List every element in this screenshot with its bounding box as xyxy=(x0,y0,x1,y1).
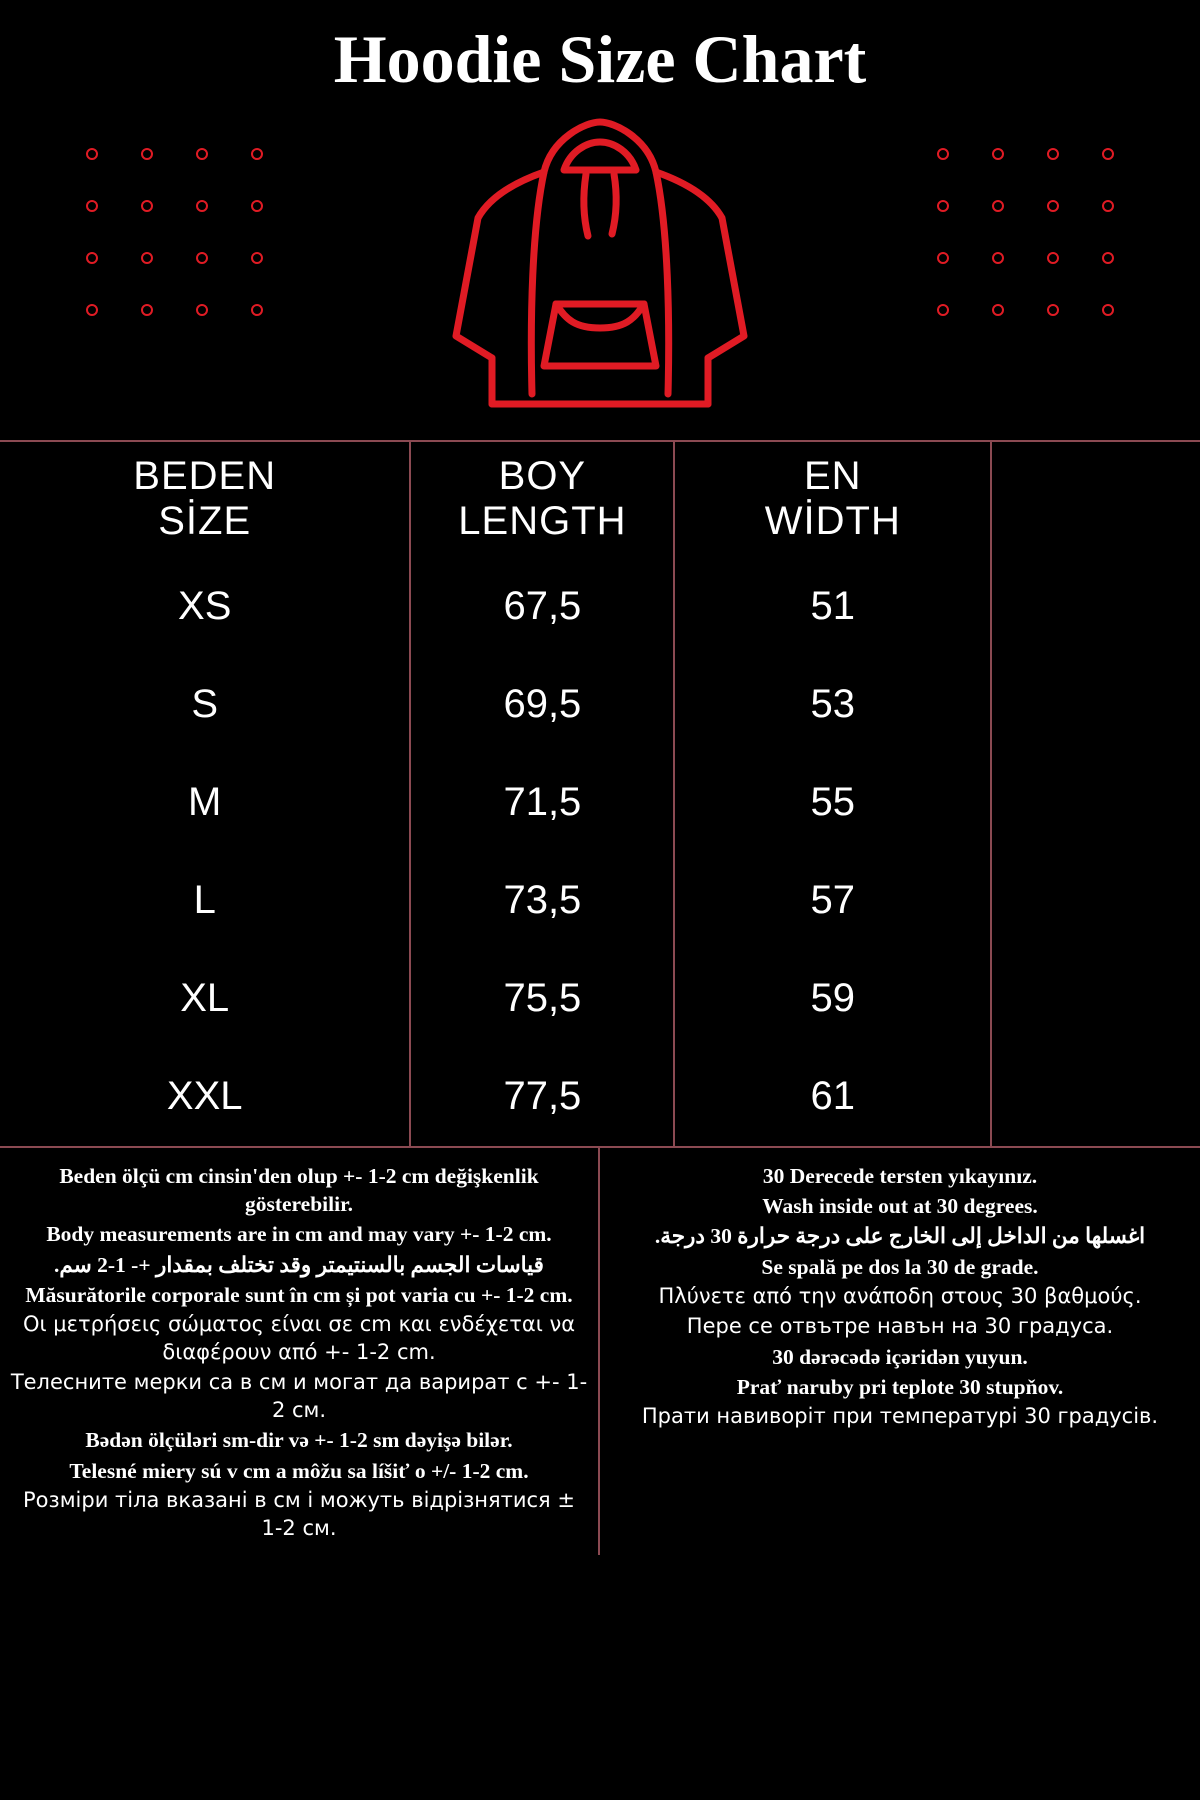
table-header-row xyxy=(0,442,1200,558)
dot-icon xyxy=(251,304,263,316)
cell-width: 53 xyxy=(674,656,991,754)
washing-note-sk: Prať naruby pri teplote 30 stupňov. xyxy=(736,1374,1064,1399)
cell-length: 77,5 xyxy=(410,1048,674,1146)
washing-note-az: 30 dərəcədə içəridən yuyun. xyxy=(772,1344,1028,1369)
cell-size: XS xyxy=(0,558,410,656)
dot-icon xyxy=(251,148,263,160)
dot-icon xyxy=(992,200,1004,212)
cell-length: 75,5 xyxy=(410,950,674,1048)
measurement-note-bg: Телесните мерки са в см и могат да варират с +- 1-2 см. xyxy=(10,1369,588,1422)
notes-section xyxy=(0,1148,1200,1555)
cell-extra xyxy=(991,754,1200,852)
size-table xyxy=(0,442,1200,1146)
cell-size: S xyxy=(0,656,410,754)
cell-extra xyxy=(991,558,1200,656)
dot-icon xyxy=(1102,148,1114,160)
decorative-dot-grid-right xyxy=(937,148,1114,316)
table-row xyxy=(0,656,1200,754)
dot-icon xyxy=(992,304,1004,316)
dot-icon xyxy=(141,200,153,212)
table-row xyxy=(0,754,1200,852)
cell-width: 57 xyxy=(674,852,991,950)
dot-icon xyxy=(937,148,949,160)
dot-icon xyxy=(1047,252,1059,264)
washing-note-uk: Прати навиворіт при температурі 30 градусів. xyxy=(641,1404,1159,1429)
measurement-note-ro: Măsurătorile corporale sunt în cm și pot varia cu +- 1-2 cm. xyxy=(25,1283,573,1308)
header xyxy=(0,0,1200,440)
decorative-dot-grid-left xyxy=(86,148,263,316)
measurement-note-az: Bədən ölçüləri sm-dir və +- 1-2 sm dəyişə bilər. xyxy=(85,1428,513,1453)
cell-size: L xyxy=(0,852,410,950)
column-header-length-line2: LENGTH xyxy=(458,498,627,543)
dot-icon xyxy=(141,304,153,316)
dot-icon xyxy=(1102,304,1114,316)
dot-icon xyxy=(141,148,153,160)
washing-note-en: Wash inside out at 30 degrees. xyxy=(762,1193,1038,1218)
washing-notes xyxy=(600,1148,1200,1555)
dot-icon xyxy=(86,148,98,160)
dot-icon xyxy=(1102,252,1114,264)
measurement-notes xyxy=(0,1148,600,1555)
dot-icon xyxy=(1047,304,1059,316)
dot-icon xyxy=(251,252,263,264)
measurement-note-ar: قياسات الجسم بالسنتيمتر وقد تختلف بمقدار +- 1-2 سم. xyxy=(54,1252,544,1277)
column-header-width-line2: WİDTH xyxy=(764,498,901,543)
table-row xyxy=(0,1048,1200,1146)
dot-icon xyxy=(141,252,153,264)
dot-icon xyxy=(992,148,1004,160)
washing-note-tr: 30 Derecede tersten yıkayınız. xyxy=(762,1163,1038,1188)
measurement-note-sk: Telesné miery sú v cm a môžu sa líšiť o +/- 1-2 cm. xyxy=(69,1458,529,1483)
cell-size: XL xyxy=(0,950,410,1048)
dot-icon xyxy=(937,200,949,212)
column-header-length-line1: BOY xyxy=(498,454,587,498)
cell-length: 73,5 xyxy=(410,852,674,950)
dot-icon xyxy=(1047,200,1059,212)
cell-extra xyxy=(991,1048,1200,1146)
size-table-container xyxy=(0,440,1200,1148)
washing-note-ar: اغسلها من الداخل إلى الخارج على درجة حرارة 30 درجة. xyxy=(654,1224,1146,1249)
dot-icon xyxy=(251,200,263,212)
measurement-note-uk: Розміри тіла вказані в см і можуть відрізнятися ± 1-2 см. xyxy=(23,1488,575,1540)
cell-width: 59 xyxy=(674,950,991,1048)
dot-icon xyxy=(1102,200,1114,212)
column-header-width xyxy=(674,442,991,558)
measurement-note-en: Body measurements are in cm and may vary +- 1-2 cm. xyxy=(46,1222,552,1247)
column-header-width-line1: EN xyxy=(804,454,862,498)
column-header-empty xyxy=(991,442,1200,558)
dot-icon xyxy=(992,252,1004,264)
dot-icon xyxy=(86,252,98,264)
cell-extra xyxy=(991,656,1200,754)
washing-note-el: Πλύνετε από την ανάποδη στους 30 βαθμούς. xyxy=(658,1284,1142,1309)
table-row xyxy=(0,950,1200,1048)
dot-icon xyxy=(196,304,208,316)
dot-icon xyxy=(196,252,208,264)
dot-icon xyxy=(196,200,208,212)
cell-size: XXL xyxy=(0,1048,410,1146)
dot-icon xyxy=(937,304,949,316)
cell-length: 69,5 xyxy=(410,656,674,754)
column-header-size xyxy=(0,442,410,558)
column-header-size-line2: SİZE xyxy=(158,498,252,543)
washing-note-bg: Пере се отвътре навън на 30 градуса. xyxy=(686,1313,1114,1338)
measurement-note-el: Οι μετρήσεις σώματος είναι σε cm και ενδέχεται να διαφέρουν από +- 1-2 cm. xyxy=(22,1312,576,1365)
cell-length: 71,5 xyxy=(410,754,674,852)
table-row xyxy=(0,558,1200,656)
column-header-length xyxy=(410,442,674,558)
dot-icon xyxy=(196,148,208,160)
page-title: Hoodie Size Chart xyxy=(333,21,867,97)
measurement-note-tr: Beden ölçü cm cinsin'den olup +- 1-2 cm değişkenlik gösterebilir. xyxy=(59,1163,539,1216)
hoodie-outline-icon xyxy=(440,108,760,418)
cell-width: 55 xyxy=(674,754,991,852)
dot-icon xyxy=(937,252,949,264)
cell-width: 51 xyxy=(674,558,991,656)
cell-extra xyxy=(991,852,1200,950)
cell-extra xyxy=(991,950,1200,1048)
washing-note-ro: Se spală pe dos la 30 de grade. xyxy=(761,1254,1039,1279)
table-row xyxy=(0,852,1200,950)
cell-width: 61 xyxy=(674,1048,991,1146)
dot-icon xyxy=(86,200,98,212)
dot-icon xyxy=(86,304,98,316)
dot-icon xyxy=(1047,148,1059,160)
cell-length: 67,5 xyxy=(410,558,674,656)
cell-size: M xyxy=(0,754,410,852)
column-header-size-line1: BEDEN xyxy=(133,454,277,498)
